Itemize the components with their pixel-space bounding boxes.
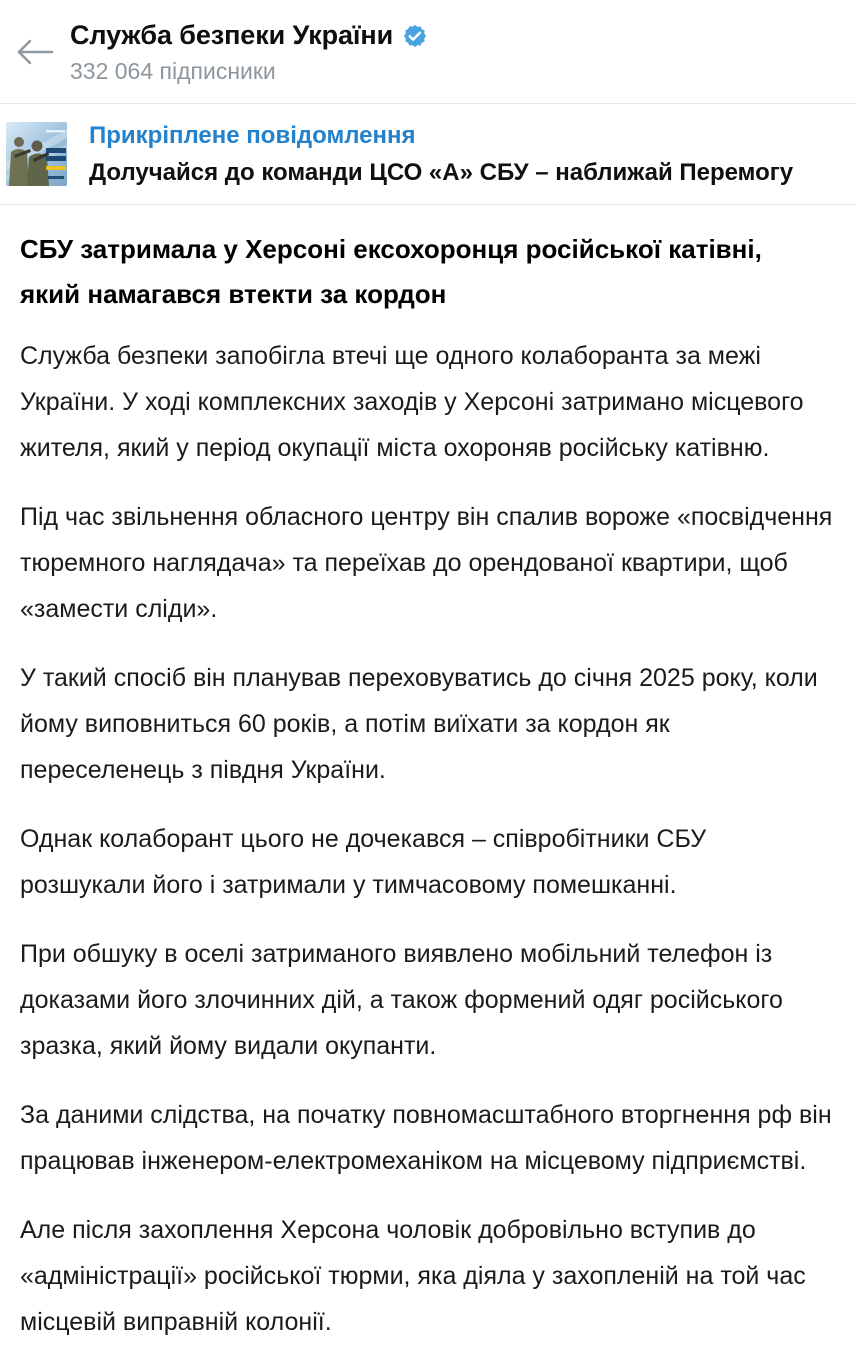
post-paragraph: При обшуку в оселі затриманого виявлено мобільний телефон із доказами його злочинних дій, а також формений одяг російського зразка, який йому видали окупанти. [20,940,783,1060]
back-button[interactable] [0,0,70,104]
post-body [0,205,855,1345]
post-paragraph: За даними слідства, на початку повномасштабного вторгнення рф він працював інженером-електромеханіком на місцевому підприємстві. [20,1101,832,1175]
pinned-message-thumbnail[interactable] [6,122,67,186]
post-paragraph: Служба безпеки запобігла втечі ще одного колаборанта за межі України. У ході комплексних заходів у Херсоні затримано місцевого жителя, який у період окупації міста охороняв російську катівню. [20,342,804,462]
post-paragraph: Однак колаборант цього не дочекався – співробітники СБУ розшукали його і затримали у тимчасовому помешканні. [20,825,707,899]
channel-header [0,0,855,104]
post-paragraph: У такий спосіб він планував переховуватись до січня 2025 року, коли йому виповниться 60 років, а потім виїхати за кордон як переселенець з півдня України. [20,664,818,784]
verified-badge-icon [402,24,428,50]
back-arrow-icon [16,37,54,67]
pinned-message-label: Прикріплене повідомлення [89,121,416,149]
pinned-message-bar[interactable] [0,104,855,205]
post-paragraph: Але після захоплення Херсона чоловік добровільно вступив до «адміністрації» російської тюрми, яка діяла у захопленій на той час місцевій виправній колонії. [20,1216,806,1336]
channel-info[interactable] [70,20,428,83]
pinned-message-subtitle: Долучайся до команди ЦСО «А» СБУ – наближай Перемогу [89,158,794,186]
post-title: СБУ затримала у Херсоні ексохоронця російської катівні, який намагався втекти за кордон [20,234,762,309]
post-paragraph: Під час звільнення обласного центру він спалив вороже «посвідчення тюремного наглядача» та переїхав до орендованої квартири, щоб «замести сліди». [20,503,833,623]
channel-title-row [70,22,428,49]
pinned-message-texts [89,121,794,186]
channel-title: Служба безпеки України [70,20,394,50]
subscriber-count: 332 064 підписники [70,58,276,84]
